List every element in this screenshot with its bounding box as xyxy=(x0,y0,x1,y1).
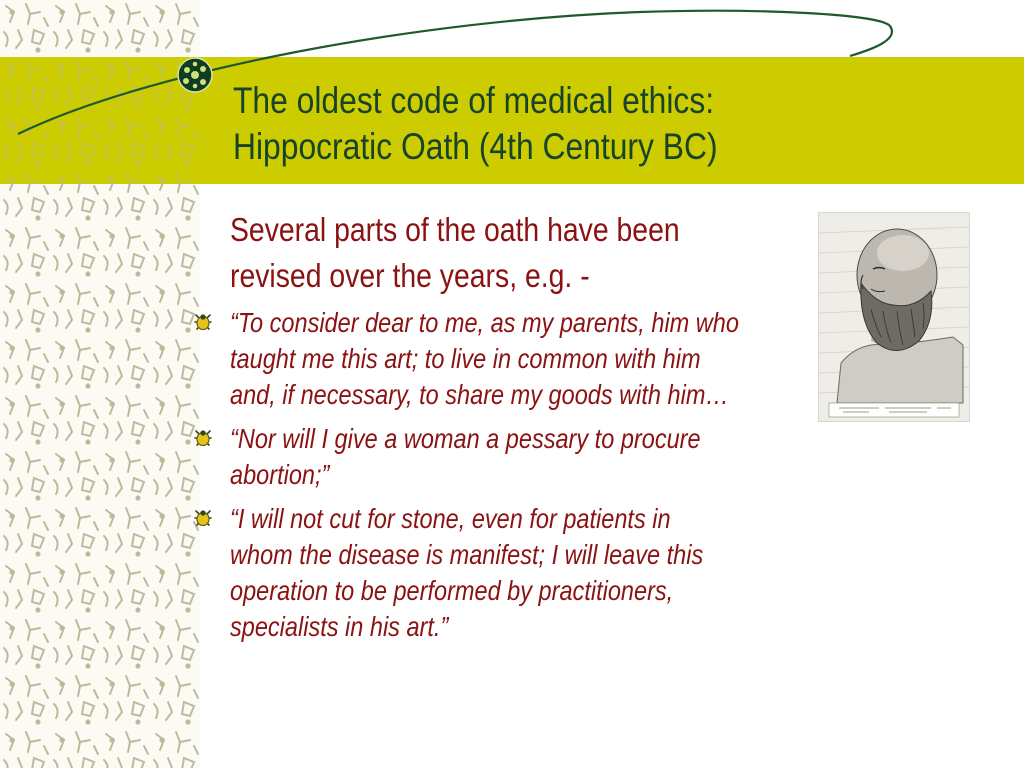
hippocrates-bust-engraving xyxy=(819,213,969,421)
quote-line: “Nor will I give a woman a pessary to procure xyxy=(230,423,701,454)
bug-bullet-icon xyxy=(192,311,214,333)
list-item xyxy=(230,421,890,493)
hippocrates-portrait xyxy=(818,212,970,422)
quote-text xyxy=(230,305,818,413)
quote-line: and, if necessary, to share my goods with him… xyxy=(230,379,729,410)
quote-text xyxy=(230,421,818,493)
quote-line: “I will not cut for stone, even for patients in xyxy=(230,503,671,534)
intro-paragraph xyxy=(230,207,798,299)
intro-line-2: revised over the years, e.g. - xyxy=(230,257,590,294)
bug-bullet-icon xyxy=(192,507,214,529)
quote-line: “To consider dear to me, as my parents, him who xyxy=(230,307,739,338)
list-item xyxy=(230,501,890,645)
quote-text xyxy=(230,501,818,645)
bug-bullet-icon xyxy=(192,427,214,449)
slide-title xyxy=(233,78,887,170)
list-item xyxy=(230,305,890,413)
title-band-pattern xyxy=(0,57,200,184)
quote-line: whom the disease is manifest; I will leave this xyxy=(230,539,704,570)
quote-line: taught me this art; to live in common with him xyxy=(230,343,701,374)
quote-line: abortion;” xyxy=(230,459,330,490)
intro-line-1: Several parts of the oath have been xyxy=(230,211,680,248)
slide-title-line-1: The oldest code of medical ethics: xyxy=(233,80,715,121)
quote-line: specialists in his art.” xyxy=(230,611,449,642)
slide-body xyxy=(230,207,890,653)
quote-list xyxy=(230,305,890,645)
molecule-orb-icon xyxy=(176,56,214,94)
quote-line: operation to be performed by practitioners, xyxy=(230,575,674,606)
slide-title-line-2: Hippocratic Oath (4th Century BC) xyxy=(233,126,718,167)
